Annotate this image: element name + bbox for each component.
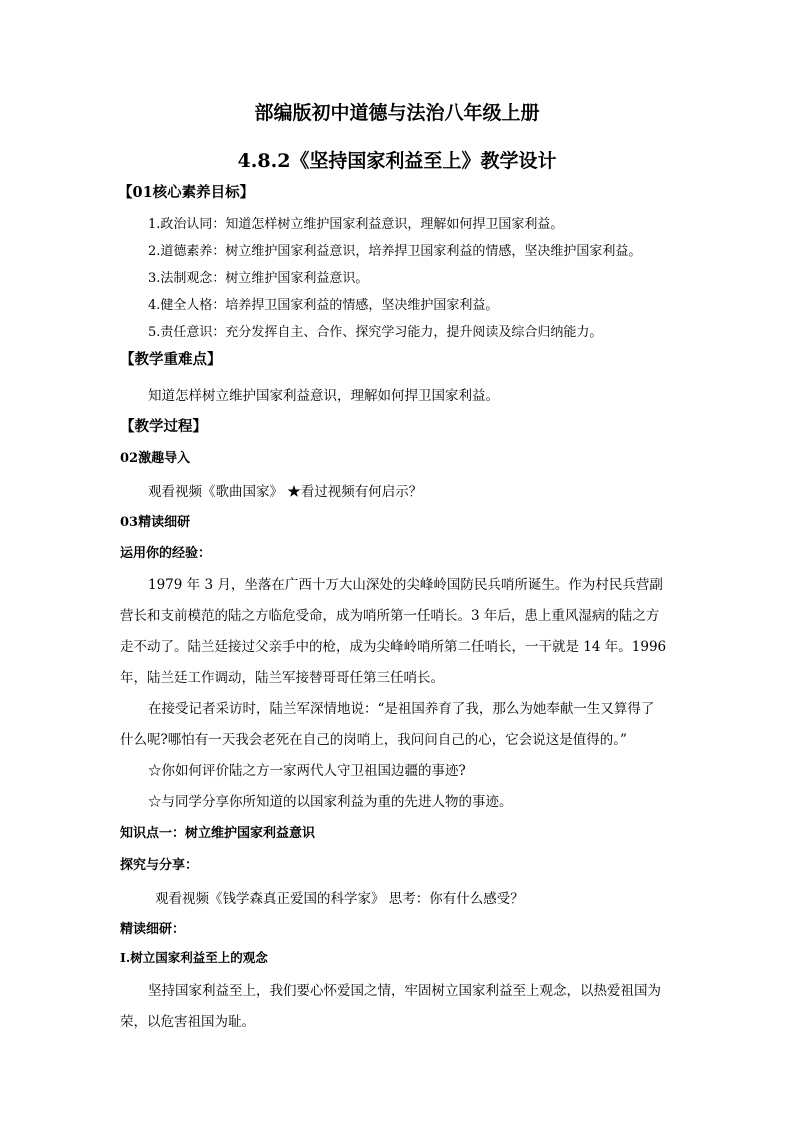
story-line-1: 1979 年 3 月，坐落在广西十万大山深处的尖峰岭国防民兵哨所诞生。作为村民兵营副 bbox=[148, 577, 663, 593]
knowledge-point-1: 知识点一：树立维护国家利益意识 bbox=[120, 826, 316, 841]
objective-item-1: 1.政治认同：知道怎样树立维护国家利益意识，理解如何捍卫国家利益。 bbox=[148, 217, 564, 232]
point-1-heading: Ⅰ.树立国家利益至上的观念 bbox=[120, 950, 268, 965]
objective-item-4: 4.健全人格：培养捍卫国家利益的情感，坚决维护国家利益。 bbox=[148, 298, 499, 313]
objective-item-3: 3.法制观念：树立维护国家利益意识。 bbox=[148, 271, 369, 286]
read-heading: 精读细研： bbox=[120, 922, 186, 937]
question-2: ☆与同学分享你所知道的以国家利益为重的先进人物的事迹。 bbox=[148, 794, 513, 810]
question-1: ☆你如何评价陆之方一家两代人守卫祖国边疆的事迹? bbox=[148, 763, 466, 779]
experience-heading: 运用你的经验： bbox=[120, 546, 212, 561]
step-heading-intro: 02激趣导入 bbox=[120, 451, 191, 466]
section-heading-process: 【教学过程】 bbox=[120, 418, 207, 435]
point-1-line-1: 坚持国家利益至上，我们要心怀爱国之情，牢固树立国家利益至上观念，以热爱祖国为 bbox=[148, 983, 661, 999]
intro-text: 观看视频《歌曲国家》 ★看过视频有何启示？ bbox=[148, 484, 423, 500]
point-1-line-2: 荣，以危害祖国为耻。 bbox=[120, 1014, 255, 1030]
objective-item-2: 2.道德素养：树立维护国家利益意识，培养捍卫国家利益的情感，坚决维护国家利益。 bbox=[148, 244, 642, 259]
story-line-2: 营长和支前模范的陆之方临危受命，成为哨所第一任哨长。3 年后，患上重风湿病的陆之方 bbox=[120, 608, 660, 624]
section-heading-objectives: 【01核心素养目标】 bbox=[118, 184, 255, 201]
explore-heading: 探究与分享： bbox=[120, 858, 199, 873]
step-heading-read: 03精读细研 bbox=[120, 515, 191, 530]
story-line-4: 年，陆兰廷工作调动，陆兰军接替哥哥任第三任哨长。 bbox=[120, 670, 444, 686]
key-points-text: 知道怎样树立维护国家利益意识，理解如何捍卫国家利益。 bbox=[148, 388, 499, 404]
story-line-3: 走不动了。陆兰廷接过父亲手中的枪，成为尖峰岭哨所第二任哨长，一干就是 14 年。1996 bbox=[120, 639, 667, 655]
section-heading-key-points: 【教学重难点】 bbox=[120, 351, 222, 368]
quote-line-2: 什么呢?哪怕有一天我会老死在自己的岗哨上，我问问自己的心，它会说这是值得的。” bbox=[120, 732, 627, 748]
explore-text: 观看视频《钱学森真正爱国的科学家》 思考：你有什么感受？ bbox=[155, 891, 524, 907]
objective-item-5: 5.责任意识：充分发挥自主、合作、探究学习能力，提升阅读及综合归纳能力。 bbox=[148, 325, 603, 340]
document-title: 部编版初中道德与法治八年级上册 bbox=[254, 102, 540, 124]
document-subtitle: 4.8.2《坚持国家利益至上》教学设计 bbox=[237, 150, 557, 172]
quote-line-1: 在接受记者采访时，陆兰军深情地说：“是祖国养育了我，那么为她奉献一生又算得了 bbox=[148, 701, 655, 717]
